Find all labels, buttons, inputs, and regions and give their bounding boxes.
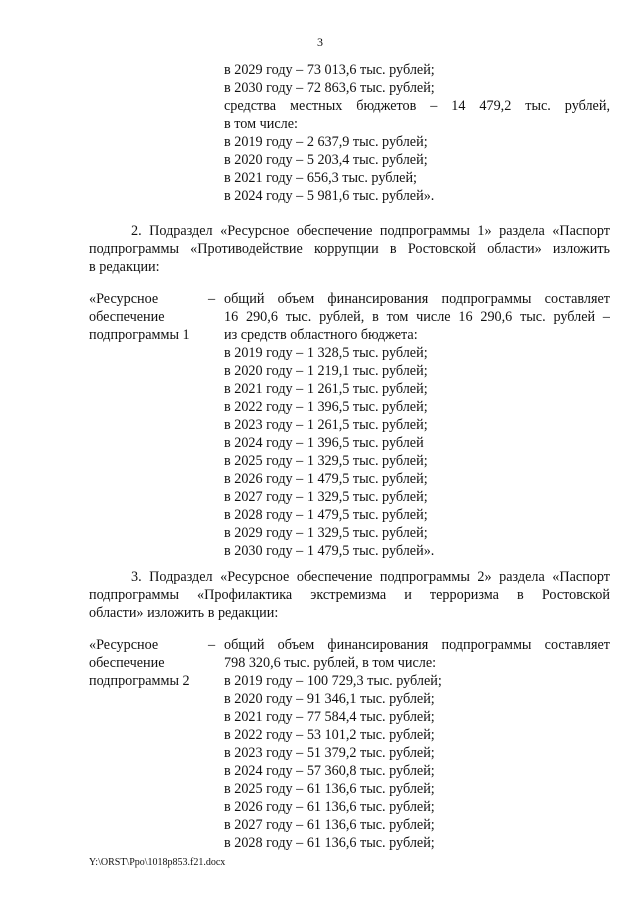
block-line: в 2020 году – 1 219,1 тыс. рублей; <box>224 363 428 379</box>
block-line: общий объем финансирования подпрограммы составляет <box>224 637 610 653</box>
paragraph-line: подпрограммы «Профилактика экстремизма и терроризма в Ростовской <box>89 587 610 603</box>
block-dash: – <box>208 637 216 653</box>
block-label: подпрограммы 1 <box>89 327 190 343</box>
top-line: в 2029 году – 73 013,6 тыс. рублей; <box>224 62 435 78</box>
top-line: в 2021 году – 656,3 тыс. рублей; <box>224 170 417 186</box>
block-line: в 2029 году – 1 329,5 тыс. рублей; <box>224 525 428 541</box>
block-line: общий объем финансирования подпрограммы составляет <box>224 291 610 307</box>
paragraph-line: 2. Подраздел «Ресурсное обеспечение подпрограммы 1» раздела «Паспорт <box>131 223 610 239</box>
block-line: в 2022 году – 1 396,5 тыс. рублей; <box>224 399 428 415</box>
block-line: из средств областного бюджета: <box>224 327 418 343</box>
file-path-footer: Y:\ORST\Ppo\1018p853.f21.docx <box>89 857 226 868</box>
paragraph-line: области» изложить в редакции: <box>89 605 279 621</box>
block-line: 16 290,6 тыс. рублей, в том числе 16 290,6 тыс. рублей – <box>224 309 610 325</box>
block-line: в 2025 году – 61 136,6 тыс. рублей; <box>224 781 435 797</box>
block-line: 798 320,6 тыс. рублей, в том числе: <box>224 655 437 671</box>
block-label: обеспечение <box>89 309 165 325</box>
top-line: в 2019 году – 2 637,9 тыс. рублей; <box>224 134 428 150</box>
block-line: в 2020 году – 91 346,1 тыс. рублей; <box>224 691 435 707</box>
block-line: в 2021 году – 1 261,5 тыс. рублей; <box>224 381 428 397</box>
block-line: в 2026 году – 61 136,6 тыс. рублей; <box>224 799 435 815</box>
block-line: в 2028 году – 61 136,6 тыс. рублей; <box>224 835 435 851</box>
block-label: обеспечение <box>89 655 165 671</box>
page-number: 3 <box>317 35 323 49</box>
block-line: в 2024 году – 1 396,5 тыс. рублей <box>224 435 424 451</box>
block-line: в 2021 году – 77 584,4 тыс. рублей; <box>224 709 435 725</box>
block-line: в 2019 году – 100 729,3 тыс. рублей; <box>224 673 442 689</box>
paragraph-line: подпрограммы «Противодействие коррупции в Ростовской области» изложить <box>89 241 610 257</box>
block-label: подпрограммы 2 <box>89 673 190 689</box>
block-line: в 2023 году – 1 261,5 тыс. рублей; <box>224 417 428 433</box>
block-line: в 2022 году – 53 101,2 тыс. рублей; <box>224 727 435 743</box>
block-line: в 2023 году – 51 379,2 тыс. рублей; <box>224 745 435 761</box>
top-line: средства местных бюджетов – 14 479,2 тыс. рублей, <box>224 98 610 114</box>
block-line: в 2019 году – 1 328,5 тыс. рублей; <box>224 345 428 361</box>
top-line: в 2030 году – 72 863,6 тыс. рублей; <box>224 80 435 96</box>
block-line: в 2028 году – 1 479,5 тыс. рублей; <box>224 507 428 523</box>
block-line: в 2024 году – 57 360,8 тыс. рублей; <box>224 763 435 779</box>
top-line: в том числе: <box>224 116 298 132</box>
block-line: в 2027 году – 61 136,6 тыс. рублей; <box>224 817 435 833</box>
paragraph-line: 3. Подраздел «Ресурсное обеспечение подпрограммы 2» раздела «Паспорт <box>131 569 610 585</box>
block-dash: – <box>208 291 216 307</box>
block-line: в 2030 году – 1 479,5 тыс. рублей». <box>224 543 435 559</box>
block-label: «Ресурсное <box>89 637 159 653</box>
top-line: в 2024 году – 5 981,6 тыс. рублей». <box>224 188 435 204</box>
block-line: в 2027 году – 1 329,5 тыс. рублей; <box>224 489 428 505</box>
block-line: в 2026 году – 1 479,5 тыс. рублей; <box>224 471 428 487</box>
paragraph-line: в редакции: <box>89 259 160 275</box>
block-label: «Ресурсное <box>89 291 159 307</box>
top-line: в 2020 году – 5 203,4 тыс. рублей; <box>224 152 428 168</box>
block-line: в 2025 году – 1 329,5 тыс. рублей; <box>224 453 428 469</box>
